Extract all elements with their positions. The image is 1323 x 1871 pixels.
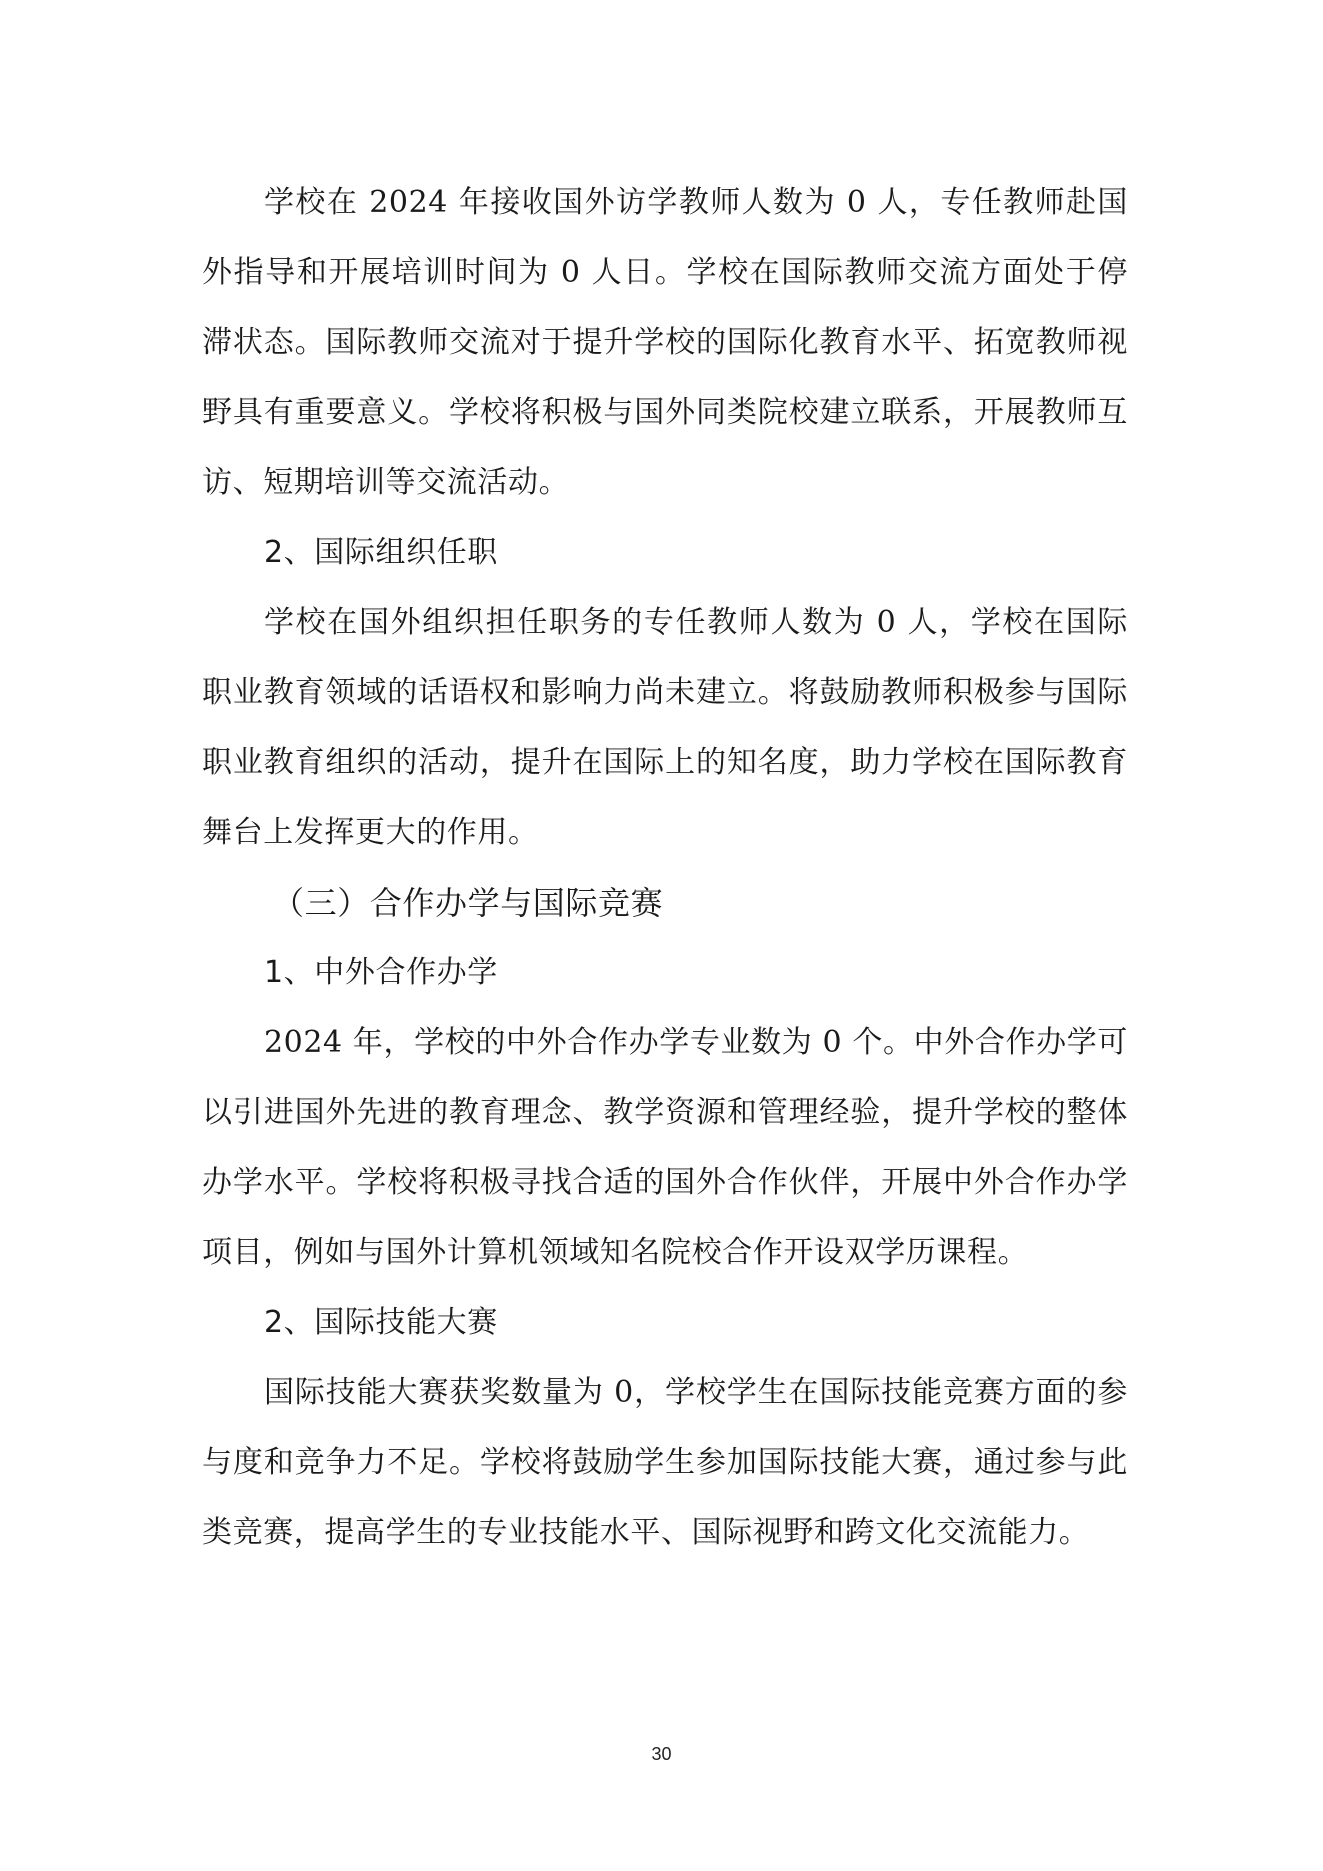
subheading-international-organization: 2、国际组织任职: [264, 535, 498, 570]
paragraph-teacher-exchange: 学校在 2024 年接收国外访学教师人数为 0 人，专任教师赴国外指导和开展培训时间为 0 人日。学校在国际教师交流方面处于停滞状态。国际教师交流对于提升学校的国际化教育水平、拓宽教师视野具有重要意义。学校将积极与国外同类院校建立联系，开展教师互访、短期培训等交流活动。: [202, 185, 1128, 500]
subheading-skills-competition: 2、国际技能大赛: [264, 1305, 498, 1340]
subheading-sino-foreign-cooperation: 1、中外合作办学: [264, 955, 498, 990]
section-heading-cooperation-competition: （三）合作办学与国际竞赛: [272, 884, 664, 922]
paragraph-sino-foreign-cooperation: 2024 年，学校的中外合作办学专业数为 0 个。中外合作办学可以引进国外先进的教育理念、教学资源和管理经验，提升学校的整体办学水平。学校将积极寻找合适的国外合作伙伴，开展中外合作办学项目，例如与国外计算机领域知名院校合作开设双学历课程。: [202, 1025, 1128, 1270]
document-body: [202, 168, 1128, 1568]
paragraph-international-organization: 学校在国外组织担任职务的专任教师人数为 0 人，学校在国际职业教育领域的话语权和影响力尚未建立。将鼓励教师积极参与国际职业教育组织的活动，提升在国际上的知名度，助力学校在国际教育舞台上发挥更大的作用。: [202, 605, 1128, 850]
page-number: 30: [651, 1744, 672, 1764]
paragraph-skills-competition: 国际技能大赛获奖数量为 0，学校学生在国际技能竞赛方面的参与度和竞争力不足。学校将鼓励学生参加国际技能大赛，通过参与此类竞赛，提高学生的专业技能水平、国际视野和跨文化交流能力。: [202, 1375, 1128, 1550]
